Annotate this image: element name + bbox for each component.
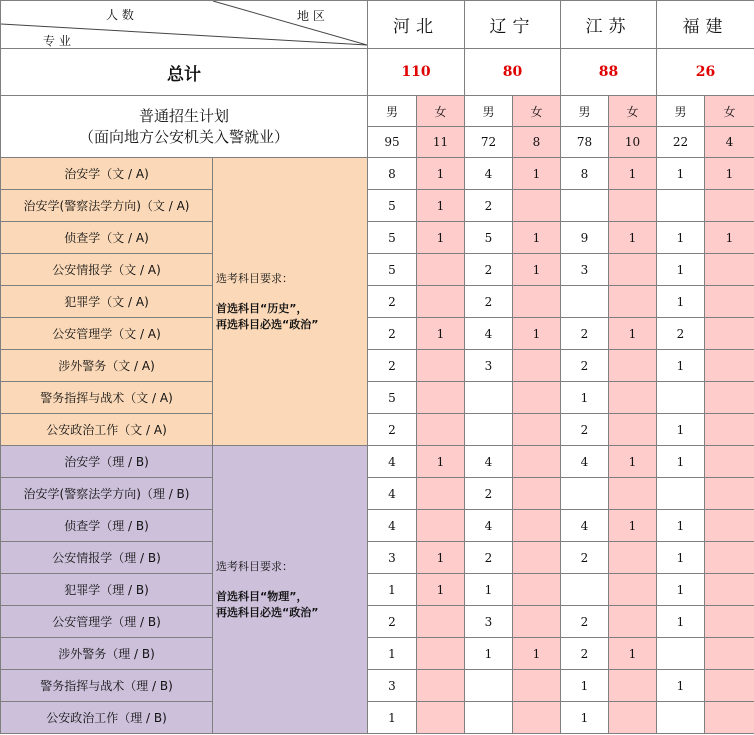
count-cell: 1 (417, 446, 465, 478)
total-hebei: 110 (368, 49, 465, 96)
count-cell (513, 414, 561, 446)
major-name: 公安管理学（文 / A) (1, 318, 213, 350)
count-cell: 1 (561, 670, 609, 702)
count-cell (609, 606, 657, 638)
count-cell: 4 (368, 510, 417, 542)
count-cell (513, 702, 561, 734)
count-cell (609, 382, 657, 414)
count-cell: 1 (657, 254, 705, 286)
count-cell: 1 (513, 318, 561, 350)
count-cell (609, 254, 657, 286)
count-cell (657, 702, 705, 734)
gender-male: 男 (465, 96, 513, 127)
count-cell: 1 (561, 702, 609, 734)
count-cell: 5 (368, 254, 417, 286)
major-name: 治安学（理 / B) (1, 446, 213, 478)
count-cell (465, 382, 513, 414)
table-row (1, 350, 754, 382)
count-cell: 2 (465, 286, 513, 318)
count-cell (705, 254, 754, 286)
count-cell (561, 478, 609, 510)
count-cell: 9 (561, 222, 609, 254)
count-cell (609, 414, 657, 446)
count-cell: 1 (368, 638, 417, 670)
count-cell: 1 (609, 638, 657, 670)
count-cell: 5 (465, 222, 513, 254)
table-row (1, 190, 754, 222)
count-cell: 2 (368, 318, 417, 350)
count-cell: 1 (657, 286, 705, 318)
count-cell (609, 478, 657, 510)
count-cell (705, 702, 754, 734)
major-name: 公安情报学（理 / B) (1, 542, 213, 574)
subtotal-cell: 72 (465, 127, 513, 158)
requirement-line-1: 首选科目“历史”， (216, 301, 308, 315)
count-cell: 1 (657, 670, 705, 702)
count-cell: 1 (609, 222, 657, 254)
table-row (1, 542, 754, 574)
count-cell: 3 (368, 542, 417, 574)
table-row (1, 158, 754, 190)
count-cell: 1 (657, 542, 705, 574)
subject-requirement (213, 446, 368, 734)
gender-male: 男 (561, 96, 609, 127)
count-cell (513, 574, 561, 606)
count-cell (417, 478, 465, 510)
count-cell: 8 (561, 158, 609, 190)
header-diagonal-cell (1, 1, 368, 49)
count-cell (609, 670, 657, 702)
count-cell (417, 254, 465, 286)
count-cell: 2 (561, 542, 609, 574)
province-hebei: 河北 (368, 1, 465, 49)
count-cell (417, 670, 465, 702)
subtotal-cell: 22 (657, 127, 705, 158)
total-liaoning: 80 (465, 49, 561, 96)
count-cell: 1 (657, 222, 705, 254)
count-cell (705, 286, 754, 318)
count-cell (609, 702, 657, 734)
table-row (1, 222, 754, 254)
count-cell (513, 382, 561, 414)
count-cell: 1 (609, 510, 657, 542)
major-name: 犯罪学（理 / B) (1, 574, 213, 606)
count-cell: 2 (368, 286, 417, 318)
count-cell: 2 (465, 190, 513, 222)
major-name: 公安政治工作（理 / B) (1, 702, 213, 734)
table-row (1, 414, 754, 446)
count-cell: 2 (368, 606, 417, 638)
count-cell (513, 350, 561, 382)
count-cell (465, 702, 513, 734)
count-cell: 1 (513, 254, 561, 286)
table-row (1, 286, 754, 318)
table-row (1, 478, 754, 510)
table-row (1, 510, 754, 542)
count-cell: 1 (705, 158, 754, 190)
count-cell: 1 (465, 638, 513, 670)
count-cell: 2 (561, 318, 609, 350)
requirement-title: 选考科目要求： (216, 559, 293, 573)
table-row (1, 670, 754, 702)
count-cell (609, 542, 657, 574)
count-cell (705, 574, 754, 606)
count-cell (705, 606, 754, 638)
count-cell: 1 (368, 574, 417, 606)
major-name: 警务指挥与战术（文 / A) (1, 382, 213, 414)
gender-female: 女 (705, 96, 754, 127)
count-cell (417, 286, 465, 318)
major-name: 公安政治工作（文 / A) (1, 414, 213, 446)
count-cell: 1 (417, 574, 465, 606)
total-jiangsu: 88 (561, 49, 657, 96)
count-cell (417, 510, 465, 542)
count-cell: 1 (609, 158, 657, 190)
count-cell: 1 (368, 702, 417, 734)
count-cell (705, 318, 754, 350)
count-cell: 1 (657, 574, 705, 606)
table-row (1, 702, 754, 734)
count-cell (513, 606, 561, 638)
count-cell (561, 190, 609, 222)
subtotal-cell: 78 (561, 127, 609, 158)
count-cell: 2 (465, 542, 513, 574)
count-cell: 1 (657, 158, 705, 190)
count-cell (417, 606, 465, 638)
count-cell (705, 510, 754, 542)
zhuanye-label: 专 业 (43, 34, 71, 48)
requirement-line-1: 首选科目“物理”， (216, 589, 308, 603)
count-cell: 2 (657, 318, 705, 350)
count-cell (657, 382, 705, 414)
count-cell (465, 670, 513, 702)
count-cell: 1 (513, 158, 561, 190)
count-cell (417, 638, 465, 670)
count-cell: 1 (657, 510, 705, 542)
count-cell: 2 (465, 478, 513, 510)
major-name: 犯罪学（文 / A) (1, 286, 213, 318)
count-cell: 1 (513, 222, 561, 254)
count-cell: 4 (561, 510, 609, 542)
count-cell: 1 (705, 222, 754, 254)
count-cell: 3 (465, 350, 513, 382)
table-row (1, 638, 754, 670)
count-cell: 3 (465, 606, 513, 638)
subject-requirement (213, 158, 368, 446)
count-cell: 5 (368, 190, 417, 222)
total-fujian: 26 (657, 49, 754, 96)
count-cell (657, 190, 705, 222)
count-cell (705, 382, 754, 414)
count-cell: 2 (465, 254, 513, 286)
count-cell (705, 670, 754, 702)
count-cell (705, 190, 754, 222)
count-cell (705, 414, 754, 446)
subtotal-cell: 95 (368, 127, 417, 158)
count-cell (513, 190, 561, 222)
requirement-title: 选考科目要求： (216, 271, 293, 285)
count-cell (657, 478, 705, 510)
count-cell (561, 574, 609, 606)
count-cell (705, 350, 754, 382)
count-cell: 1 (657, 350, 705, 382)
count-cell: 4 (561, 446, 609, 478)
count-cell (513, 670, 561, 702)
renshu-label: 人 数 (106, 8, 134, 22)
major-name: 公安情报学（文 / A) (1, 254, 213, 286)
subtotal-cell: 8 (513, 127, 561, 158)
count-cell: 1 (609, 446, 657, 478)
gender-male: 男 (657, 96, 705, 127)
count-cell: 5 (368, 382, 417, 414)
plan-line-2: （面向地方公安机关入警就业） (78, 127, 289, 146)
count-cell: 2 (561, 414, 609, 446)
count-cell: 1 (417, 318, 465, 350)
count-cell: 4 (465, 446, 513, 478)
count-cell (705, 478, 754, 510)
count-cell: 1 (657, 606, 705, 638)
major-name: 涉外警务（文 / A) (1, 350, 213, 382)
major-name: 治安学（文 / A) (1, 158, 213, 190)
count-cell: 1 (561, 382, 609, 414)
count-cell (417, 350, 465, 382)
count-cell (417, 414, 465, 446)
count-cell: 2 (368, 414, 417, 446)
table-row (1, 382, 754, 414)
table-row (1, 574, 754, 606)
count-cell: 1 (417, 222, 465, 254)
count-cell: 4 (368, 478, 417, 510)
requirement-line-2: 再选科目必选“政治” (216, 605, 319, 619)
count-cell: 1 (609, 318, 657, 350)
count-cell (513, 542, 561, 574)
count-cell (657, 638, 705, 670)
province-liaoning: 辽宁 (465, 1, 561, 49)
table-row (1, 318, 754, 350)
major-name: 警务指挥与战术（理 / B) (1, 670, 213, 702)
plan-title (1, 96, 368, 158)
gender-female: 女 (513, 96, 561, 127)
subtotal-cell: 10 (609, 127, 657, 158)
count-cell: 4 (465, 158, 513, 190)
count-cell: 5 (368, 222, 417, 254)
count-cell (609, 190, 657, 222)
table-row (1, 446, 754, 478)
major-name: 侦查学（理 / B) (1, 510, 213, 542)
plan-line-1: 普通招生计划 (138, 106, 229, 125)
count-cell (705, 446, 754, 478)
count-cell (513, 478, 561, 510)
major-name: 侦查学（文 / A) (1, 222, 213, 254)
count-cell (417, 702, 465, 734)
count-cell: 2 (561, 638, 609, 670)
count-cell: 1 (657, 414, 705, 446)
count-cell: 1 (513, 638, 561, 670)
count-cell (609, 286, 657, 318)
gender-female: 女 (417, 96, 465, 127)
count-cell: 1 (417, 542, 465, 574)
count-cell: 4 (465, 318, 513, 350)
major-name: 治安学(警察法学方向)（文 / A) (1, 190, 213, 222)
count-cell: 4 (465, 510, 513, 542)
major-name: 治安学(警察法学方向)（理 / B) (1, 478, 213, 510)
count-cell (513, 510, 561, 542)
count-cell (561, 286, 609, 318)
province-fujian: 福建 (657, 1, 754, 49)
count-cell: 2 (561, 350, 609, 382)
subtotal-cell: 11 (417, 127, 465, 158)
count-cell: 2 (368, 350, 417, 382)
table-row (1, 254, 754, 286)
count-cell: 1 (417, 190, 465, 222)
major-name: 涉外警务（理 / B) (1, 638, 213, 670)
count-cell: 2 (561, 606, 609, 638)
count-cell: 1 (657, 446, 705, 478)
count-cell: 1 (417, 158, 465, 190)
count-cell (513, 286, 561, 318)
count-cell (417, 382, 465, 414)
count-cell (609, 350, 657, 382)
count-cell: 3 (561, 254, 609, 286)
requirement-line-2: 再选科目必选“政治” (216, 317, 319, 331)
table-row (1, 606, 754, 638)
count-cell: 4 (368, 446, 417, 478)
gender-female: 女 (609, 96, 657, 127)
count-cell (705, 542, 754, 574)
count-cell (513, 446, 561, 478)
count-cell: 3 (368, 670, 417, 702)
count-cell: 1 (465, 574, 513, 606)
gender-male: 男 (368, 96, 417, 127)
province-jiangsu: 江苏 (561, 1, 657, 49)
subtotal-cell: 4 (705, 127, 754, 158)
major-name: 公安管理学（理 / B) (1, 606, 213, 638)
count-cell: 8 (368, 158, 417, 190)
count-cell (609, 574, 657, 606)
total-label: 总计 (1, 49, 368, 96)
count-cell (465, 414, 513, 446)
count-cell (705, 638, 754, 670)
diqu-label: 地 区 (297, 9, 325, 23)
